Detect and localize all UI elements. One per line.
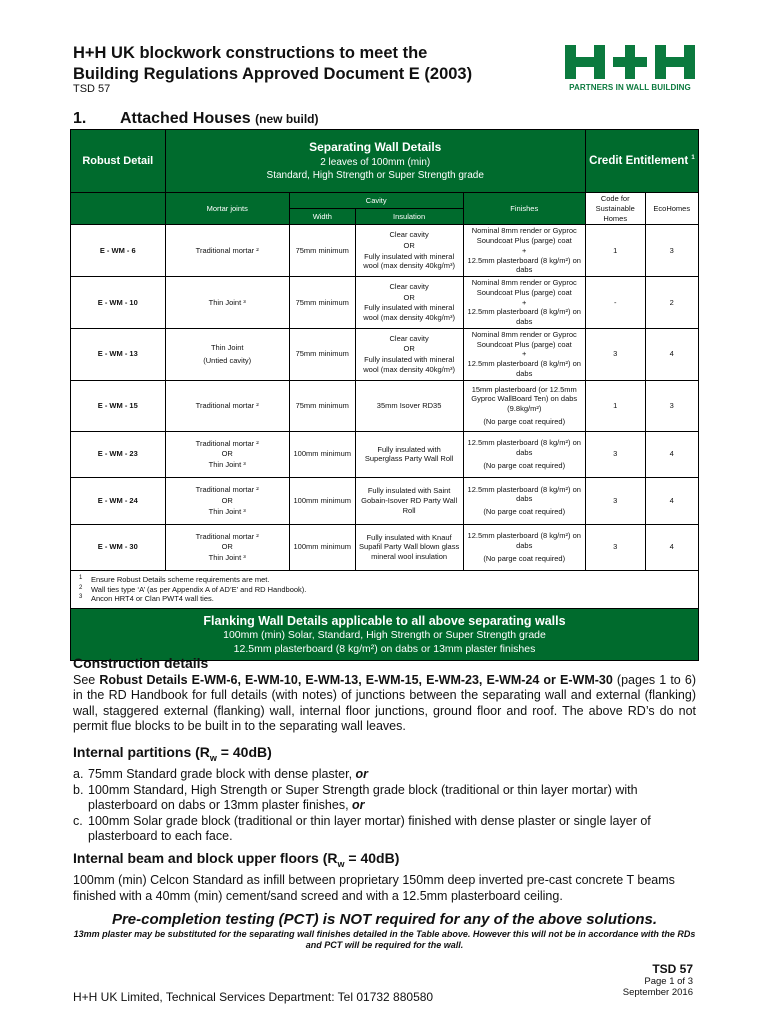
cell-line: Thin Joint ³ <box>208 506 246 516</box>
credit-entitlement-header <box>585 130 698 193</box>
title-line-2: Building Regulations Approved Document E (2003) <box>73 65 473 83</box>
footnote <box>79 594 690 603</box>
code-sustainable-cell: 1 <box>585 225 645 277</box>
construction-see: See <box>73 672 100 687</box>
finishes-cell <box>463 524 585 571</box>
cell-line: Traditional mortar ² <box>195 245 259 255</box>
section-number: 1. <box>73 110 87 127</box>
footer-date: September 2016 <box>622 987 693 998</box>
footnotes <box>71 571 699 609</box>
width-cell: 100mm minimum <box>289 431 355 478</box>
section-title: Attached Houses <box>120 110 251 127</box>
partition-or: or <box>352 798 365 813</box>
construction-bold: Robust Details E-WM-6, E-WM-10, E-WM-13, E-WM-15, E-WM-23, E-WM-24 or E-WM-30 <box>99 672 613 687</box>
partition-item <box>73 767 696 783</box>
cell-line: 12.5mm plasterboard (8 kg/m²) on dabs <box>467 484 581 504</box>
mortar-cell <box>165 478 289 525</box>
ecohomes-cell: 4 <box>645 328 699 380</box>
cell-line: 12.5mm plasterboard (8 kg/m²) on dabs <box>467 531 581 550</box>
partition-label: a. <box>73 767 84 782</box>
width-cell: 100mm minimum <box>289 478 355 525</box>
insulation-cell <box>355 431 463 478</box>
insulation-cell <box>355 277 463 329</box>
footnote-text: Ancon HRT4 or Clan PWT4 wall ties. <box>91 594 214 604</box>
col-width: Width <box>289 209 355 225</box>
footnote-number: 1 <box>79 575 83 582</box>
partition-item <box>73 783 696 814</box>
cell-line: Clear cavity <box>389 333 429 343</box>
width-cell: 75mm minimum <box>289 225 355 277</box>
cell-line: 12.5mm plasterboard (8 kg/m²) on dabs <box>467 359 581 378</box>
floors-heading: Internal beam and block upper floors $(R_w = 40dB)$ <box>73 850 400 869</box>
sep-line-3: Standard, High Strength or Super Strength grade <box>266 169 484 181</box>
hh-logo-icon <box>563 44 697 80</box>
separating-wall-table <box>70 129 699 661</box>
partition-label: c. <box>73 813 83 828</box>
flanking-wall-details <box>71 609 699 661</box>
logo-mark <box>563 44 697 80</box>
mortar-cell <box>165 328 289 380</box>
col-mortar-joints: Mortar joints <box>165 193 289 225</box>
table-row <box>71 277 699 329</box>
cell-line: Traditional mortar ² <box>195 438 259 448</box>
cell-line: Fully insulated with Knauf Supafil Party Wall blown glass mineral wool insulation <box>359 532 460 562</box>
robust-detail-header: Robust Detail <box>71 130 166 193</box>
cell-line: OR <box>221 449 233 459</box>
code-sustainable-cell: 3 <box>585 328 645 380</box>
flank-line-3: 12.5mm plasterboard (8 kg/m²) on dabs or 13mm plaster finishes <box>233 642 536 655</box>
cell-line: (No parge coat required) <box>483 553 566 563</box>
code-sustainable-cell: - <box>585 277 645 329</box>
finishes-cell <box>463 277 585 329</box>
internal-partitions-section <box>73 745 696 845</box>
robust-detail-cell: E - WM - 6 <box>71 225 166 277</box>
table-row <box>71 524 699 571</box>
cell-line: 15mm plasterboard (or 12.5mm Gyproc WallBoard Ten) on dabs (9.8kg/m²) <box>471 384 578 413</box>
table-row <box>71 328 699 380</box>
table-row <box>71 380 699 431</box>
cell-line: (No parge coat required) <box>483 507 566 517</box>
cell-line: 35mm Isover RD35 <box>376 400 442 410</box>
mortar-cell <box>165 225 289 277</box>
col-ecohomes: EcoHomes <box>645 193 699 225</box>
footer-contact: H+H UK Limited, Technical Services Department: Tel 01732 880580 <box>73 990 434 1004</box>
section-heading <box>73 110 318 128</box>
finishes-cell <box>463 431 585 478</box>
cell-line: + <box>522 349 527 359</box>
table-row <box>71 225 699 277</box>
cell-line: Clear cavity <box>389 230 429 240</box>
insulation-cell <box>355 328 463 380</box>
robust-detail-cell: E - WM - 15 <box>71 380 166 431</box>
floors-text: 100mm (min) Celcon Standard as infill between proprietary 150mm deep inverted pre-cast concrete T beams finished with a 40mm (min) cement/sand screed and with a 12.5mm plasterboard ceiling. <box>73 873 675 903</box>
code-sustainable-cell: 3 <box>585 478 645 525</box>
footnote <box>79 575 690 584</box>
cell-line: Fully insulated with mineral wool (max density 40kg/m³) <box>363 251 455 271</box>
table-row <box>71 431 699 478</box>
mortar-cell <box>165 277 289 329</box>
footer-meta <box>623 962 693 998</box>
cell-line: Nominal 8mm render or Gyproc Soundcoat Plus (parge) coat <box>471 226 577 245</box>
width-cell: 75mm minimum <box>289 277 355 329</box>
ecohomes-cell: 4 <box>645 524 699 571</box>
cell-line: Nominal 8mm render or Gyproc Soundcoat Plus (parge) coat <box>471 329 577 349</box>
partition-label: b. <box>73 782 84 797</box>
separating-wall-header <box>165 130 585 193</box>
partition-or: or <box>355 767 369 782</box>
cell-line: 12.5mm plasterboard (8 kg/m²) on dabs <box>467 438 581 457</box>
document-code: TSD 57 <box>73 83 111 95</box>
cell-line: + <box>522 245 527 255</box>
finishes-cell <box>463 328 585 380</box>
cell-line: + <box>522 297 527 307</box>
cell-line: Thin Joint ³ <box>208 553 246 563</box>
robust-detail-cell: E - WM - 10 <box>71 277 166 329</box>
width-cell: 75mm minimum <box>289 328 355 380</box>
credit-sup: 1 <box>691 154 695 161</box>
construction-details-section <box>73 656 696 735</box>
flank-title: Flanking Wall Details applicable to all above separating walls <box>203 613 566 628</box>
footer-page: Page 1 of 3 <box>644 976 693 987</box>
cell-line: Fully insulated with Superglass Party Wall Roll <box>364 444 454 464</box>
partition-text: 100mm Solar grade block (traditional or thin layer mortar) finished with dense plaster or single layer of plasterboard to each face. <box>88 813 651 844</box>
finishes-cell <box>463 380 585 431</box>
pct-line-2: 13mm plaster may be substituted for the separating wall finishes detailed in the Table above. However this will not be in accordance with the RDs and PCT will be required for the wall. <box>73 929 696 950</box>
cell-line: Thin Joint ³ <box>208 460 246 470</box>
robust-detail-cell: E - WM - 23 <box>71 431 166 478</box>
robust-detail-cell: E - WM - 24 <box>71 478 166 525</box>
robust-detail-cell: E - WM - 13 <box>71 328 166 380</box>
insulation-cell <box>355 225 463 277</box>
mortar-cell <box>165 524 289 571</box>
col-code-sustainable: Code for Sustainable Homes <box>585 193 645 225</box>
cell-line: Traditional mortar ² <box>195 531 259 541</box>
partition-item <box>73 814 696 845</box>
construction-paragraph <box>73 673 696 735</box>
ecohomes-cell: 4 <box>645 431 699 478</box>
col-cavity: Cavity <box>289 193 463 209</box>
flank-line-2: 100mm (min) Solar, Standard, High Strength or Super Strength grade <box>223 628 546 641</box>
construction-rest: (pages 1 to 6) in the RD Handbook for full details (with notes) of junctions between the separating wall and external (flanking) wall, staggered external (flanking) wall, internal floor junctions, ground floor and roof. The above RD’s do not permit flue blocks to be built in to the separating wall leaves. <box>73 672 696 733</box>
ecohomes-cell: 2 <box>645 277 699 329</box>
footnote-text: Ensure Robust Details scheme requirements are met. <box>91 575 270 585</box>
cell-line: 12.5mm plasterboard (8 kg/m²) on dabs <box>467 255 581 275</box>
logo-tagline: PARTNERS IN WALL BUILDING <box>569 83 691 92</box>
finishes-cell <box>463 478 585 525</box>
document-title <box>73 43 543 85</box>
code-sustainable-cell: 3 <box>585 524 645 571</box>
footnote-text: Wall ties type ‘A’ (as per Appendix A of AD’E’ and RD Handbook). <box>91 584 307 594</box>
cell-line: (No parge coat required) <box>483 416 566 426</box>
sep-line-2: 2 leaves of 100mm (min) <box>320 156 431 168</box>
cell-line: OR <box>403 344 415 354</box>
width-cell: 75mm minimum <box>289 380 355 431</box>
cell-line: 12.5mm plasterboard (8 kg/m²) on dabs <box>467 307 581 326</box>
cell-line: Thin Joint <box>210 342 244 352</box>
title-line-1: H+H UK blockwork constructions to meet the <box>73 44 428 62</box>
credit-label: Credit Entitlement <box>589 154 689 167</box>
partition-text: 75mm Standard grade block with dense plaster, or <box>88 767 369 782</box>
width-cell: 100mm minimum <box>289 524 355 571</box>
col-insulation: Insulation <box>355 209 463 225</box>
footnote-number: 2 <box>79 584 83 591</box>
table-row <box>71 478 699 525</box>
footer-code: TSD 57 <box>652 962 693 976</box>
robust-detail-cont <box>71 193 166 225</box>
cell-line: OR <box>403 292 415 302</box>
mortar-cell <box>165 431 289 478</box>
ecohomes-cell: 4 <box>645 478 699 525</box>
finishes-cell <box>463 225 585 277</box>
insulation-cell <box>355 380 463 431</box>
insulation-cell <box>355 478 463 525</box>
cell-line: OR <box>221 542 233 552</box>
hh-logo <box>563 44 697 96</box>
partition-text: 100mm Standard, High Strength or Super Strength grade block (traditional or thin layer mortar) with plasterboard on dabs or 13mm plaster finishes, or <box>88 782 638 813</box>
ecohomes-cell: 3 <box>645 380 699 431</box>
cell-line: Clear cavity <box>389 281 429 291</box>
pct-line-1: Pre-completion testing (PCT) is NOT required for any of the above solutions. <box>111 911 658 928</box>
code-sustainable-cell: 3 <box>585 431 645 478</box>
ecohomes-cell: 3 <box>645 225 699 277</box>
insulation-cell <box>355 524 463 571</box>
sep-title: Separating Wall Details <box>309 140 442 155</box>
partitions-heading: Internal partitions $(R_w = 40dB)$ <box>73 744 272 763</box>
section-subtitle: (new build) <box>255 112 319 126</box>
cell-line: OR <box>221 495 233 505</box>
cell-line: OR <box>403 240 415 250</box>
construction-heading: Construction details <box>73 655 209 671</box>
mortar-cell <box>165 380 289 431</box>
robust-detail-cell: E - WM - 30 <box>71 524 166 571</box>
cell-line: Fully insulated with Saint Gobain-Isover RD Party Wall Roll <box>361 486 458 515</box>
footnote-number: 3 <box>79 594 83 601</box>
pct-note <box>73 911 696 951</box>
cell-line: Fully insulated with mineral wool (max density 40kg/m³) <box>363 303 455 323</box>
partitions-list <box>73 767 696 845</box>
cell-line: (No parge coat required) <box>483 460 566 470</box>
cell-line: (Untied cavity) <box>203 355 252 365</box>
cell-line: Traditional mortar ² <box>195 485 259 495</box>
cell-line: Traditional mortar ² <box>195 400 259 410</box>
cell-line: Nominal 8mm render or Gyproc Soundcoat Plus (parge) coat <box>471 278 577 297</box>
code-sustainable-cell: 1 <box>585 380 645 431</box>
footnote <box>79 585 690 594</box>
col-finishes: Finishes <box>463 193 585 225</box>
cell-line: Fully insulated with mineral wool (max density 40kg/m³) <box>363 355 455 374</box>
cell-line: Thin Joint ³ <box>208 297 246 307</box>
upper-floors-section <box>73 851 696 904</box>
